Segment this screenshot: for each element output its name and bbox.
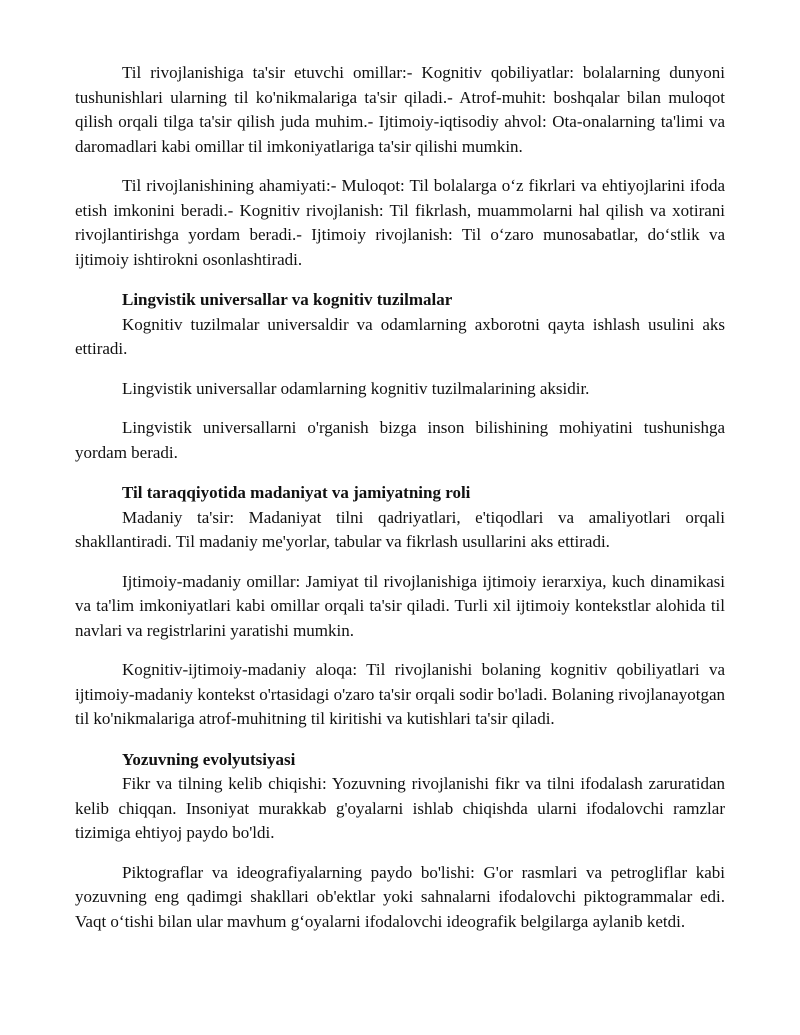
paragraph-cognitive-structures: Kognitiv tuzilmalar universaldir va odamlarning axborotni qayta ishlash usulini aks ettiradi.	[75, 314, 725, 358]
paragraph-universals-study: Lingvistik universallarni o'rganish bizga inson bilishining mohiyatini tushunishga yordam beradi.	[75, 418, 725, 462]
paragraph-cognitive-sociocultural-link: Kognitiv-ijtimoiy-madaniy aloqa: Til rivojlanishi bolaning kognitiv qobiliyatlari va ijtimoiy-madaniy kontekst o'rtasidagi o'zaro ta'sir orqali sodir bo'ladi. Bolaning rivojlanayotgan til ko'nikmalariga atrof-muhitning til kiritishi va kutishlari ta'sir qiladi.	[75, 660, 725, 728]
paragraph-origin-thought-language: Fikr va tilning kelib chiqishi: Yozuvning rivojlanishi fikr va tilni ifodalash zaruratidan kelib chiqqan. Insoniyat murakkab g'oyalarni ishlab chiqishda ularni ifodalovchi ramzlar tizimiga ehtiyoj paydo bo'ldi.	[75, 774, 725, 842]
paragraph-universals-reflection: Lingvistik universallar odamlarning kognitiv tuzilmalarining aksidir.	[122, 378, 590, 398]
paragraph-pictographs-ideographs: Piktograflar va ideografiyalarning paydo bo'lishi: G'or rasmlari va petrogliflar kabi yozuvning eng qadimgi shakllari ob'ektlar yoki sahnalarni ifodalovchi piktogrammalar edi. Vaqt o‘tishi bilan ular mavhum g‘oyalarni ifodalovchi ideografik belgilarga aylanib ketdi.	[75, 862, 725, 931]
heading-culture-society: Til taraqqiyotida madaniyat va jamiyatning roli	[122, 483, 471, 502]
paragraph-cultural-influence: Madaniy ta'sir: Madaniyat tilni qadriyatlari, e'tiqodlari va amaliyotlari orqali shakllantiradi. Til madaniy me'yorlar, tabular va fikrlash usullarini aks ettiradi.	[75, 507, 725, 551]
paragraph-language-factors: Til rivojlanishiga ta'sir etuvchi omillar:- Kognitiv qobiliyatlar: bolalarning dunyoni tushunishlari ularning til ko'nikmalariga ta'sir qiladi.- Atrof-muhit: boshqalar bilan muloqot qilish orqali tilga ta'sir qilish juda muhim.- Ijtimoiy-iqtisodiy ahvol: Ota-onalarning ta'limi va daromadlari kabi omillar til imkoniyatlariga ta'sir qilishi mumkin.	[75, 63, 725, 156]
document-page	[75, 61, 725, 934]
paragraph-sociocultural-factors: Ijtimoiy-madaniy omillar: Jamiyat til rivojlanishiga ijtimoiy ierarxiya, kuch dinamikasi va ta'lim imkoniyatlari kabi omillar orqali ta'sir qiladi. Turli xil ijtimoiy kontekstlar alohida til navlari va registrlarini yaratishi mumkin.	[75, 571, 725, 640]
heading-linguistic-universals: Lingvistik universallar va kognitiv tuzilmalar	[122, 290, 453, 309]
heading-writing-evolution: Yozuvning evolyutsiyasi	[122, 749, 296, 769]
paragraph-language-importance: Til rivojlanishining ahamiyati:- Muloqot: Til bolalarga o‘z fikrlari va ehtiyojlarini ifoda etish imkonini beradi.- Kognitiv rivojlanish: Til fikrlash, muammolarni hal qilish va xotirani rivojlantirishga yordam beradi.- Ijtimoiy rivojlanish: Til o‘zaro munosabatlar, do‘stlik va ijtimoiy ishtirokni osonlashtiradi.	[75, 176, 725, 269]
